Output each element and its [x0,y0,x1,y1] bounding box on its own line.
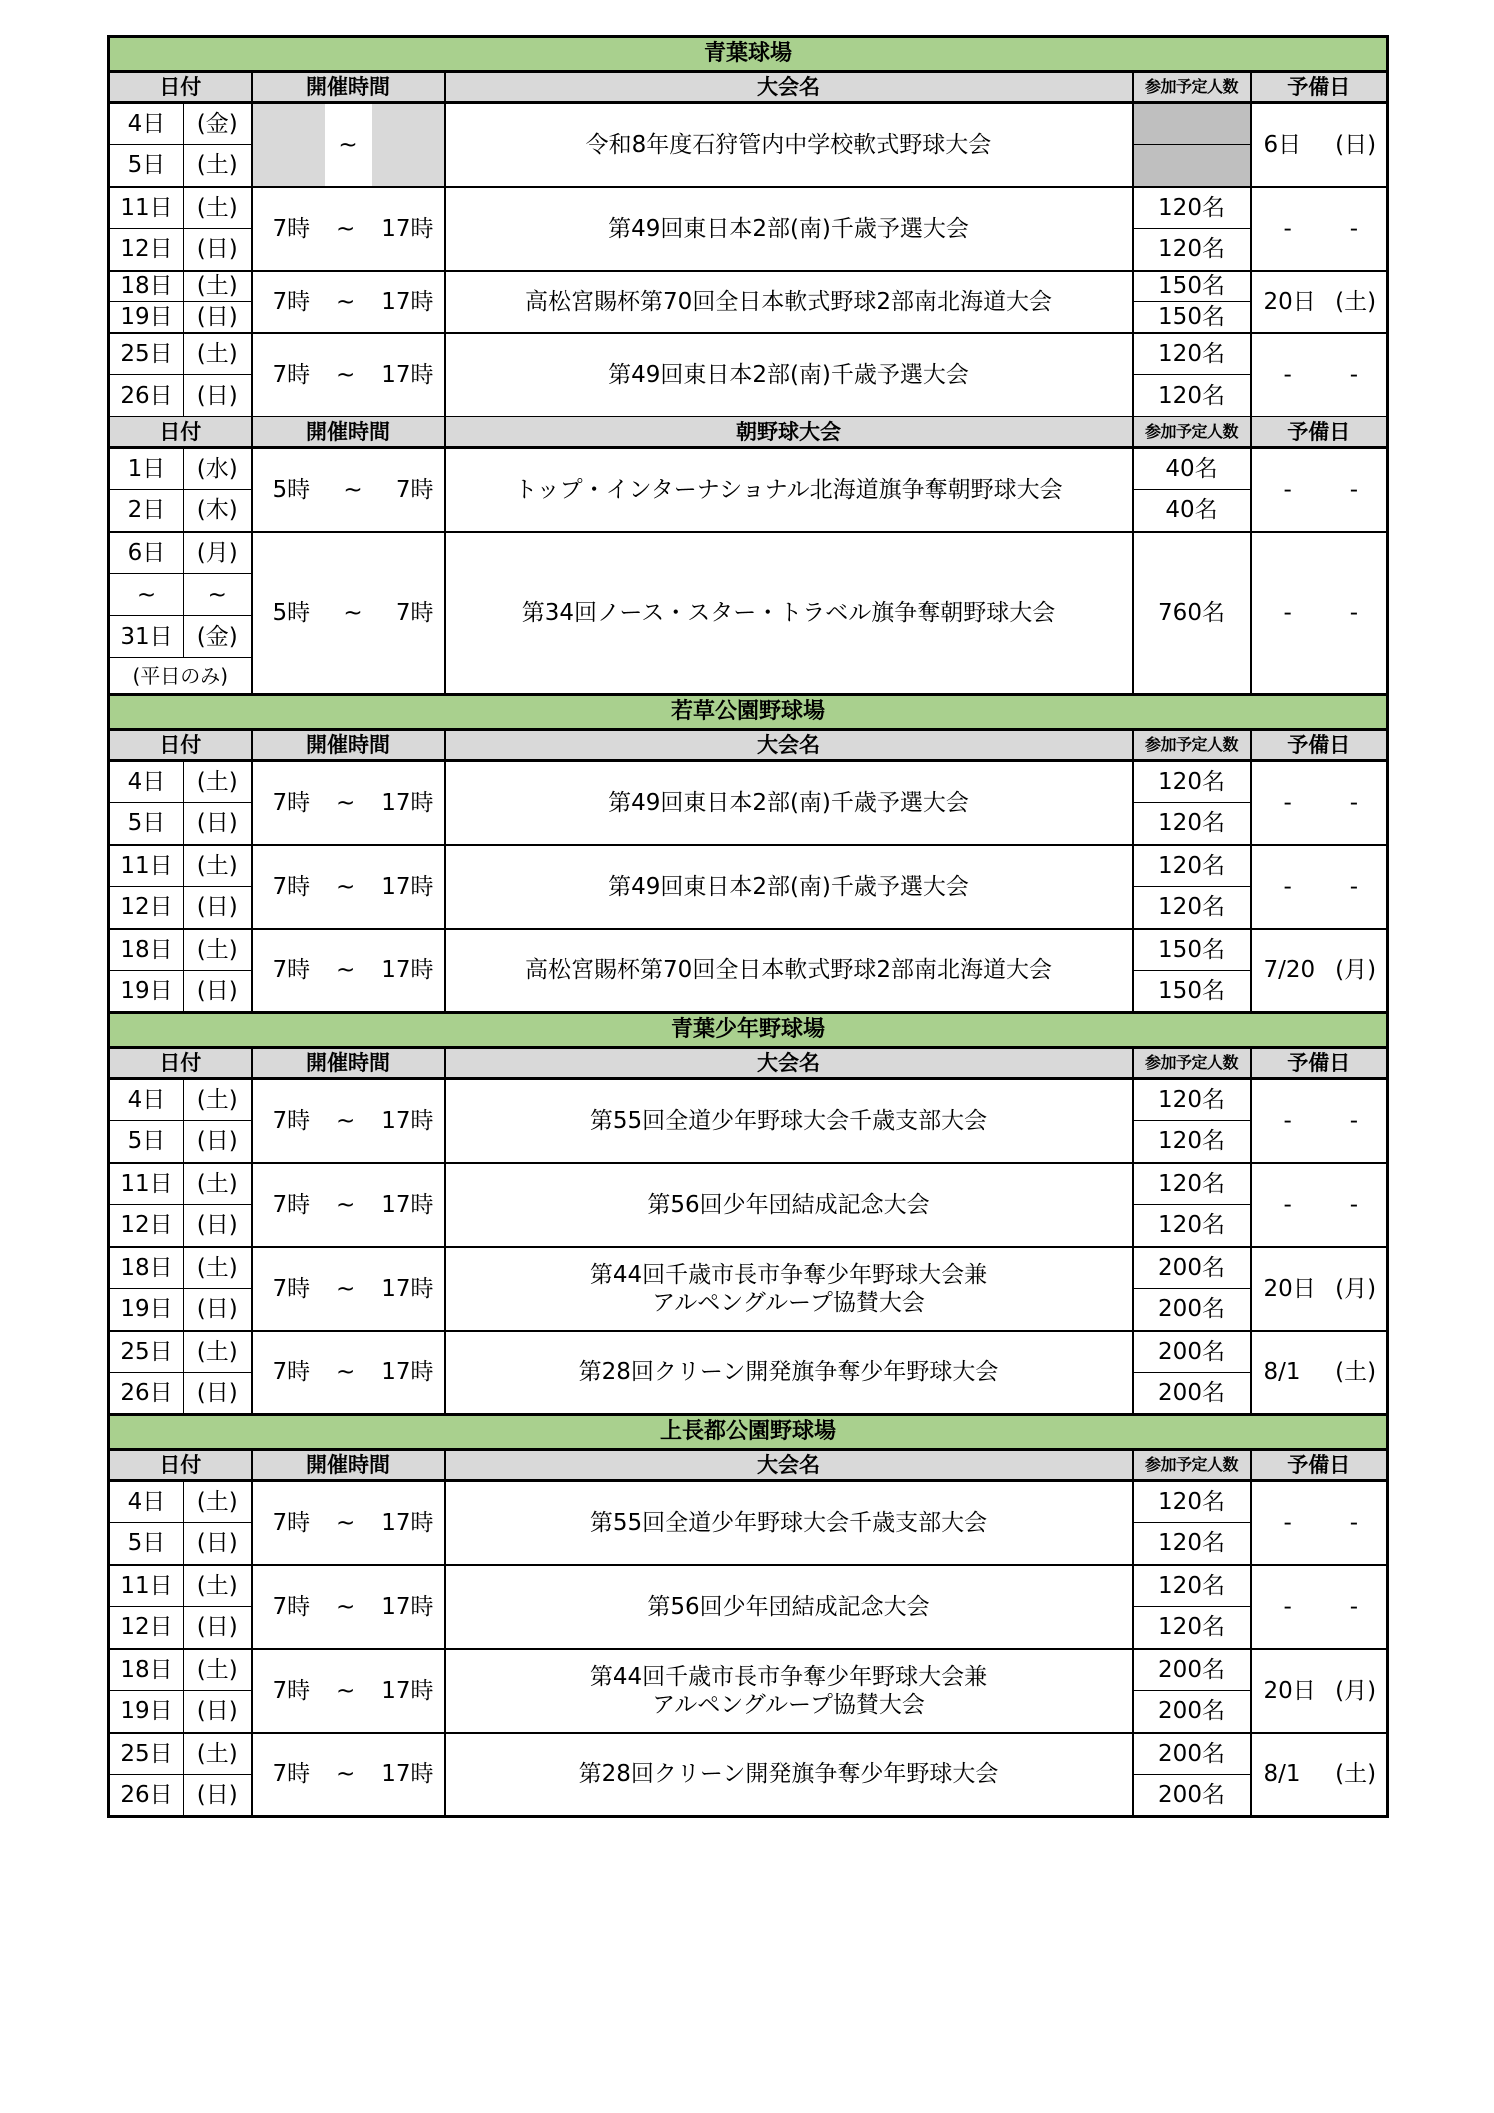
event-name: 高松宮賜杯第70回全日本軟式野球2部南北海道大会 [445,929,1133,1013]
time-start: 7時 [272,957,311,984]
event-day: 4日 [109,1481,184,1523]
table-row [109,1079,1388,1121]
time-end: 17時 [381,873,434,900]
time-start: 7時 [272,215,311,242]
reserve-day: 8/1 [1263,1359,1301,1386]
header-date: 日付 [109,1048,252,1079]
time-tilde: ~ [336,288,356,315]
time-tilde: ~ [336,1107,356,1134]
reserve-weekday: (月) [1335,1677,1377,1704]
event-weekday: (土) [184,145,252,187]
event-day: 19日 [109,1289,184,1331]
event-weekday: (土) [184,1649,252,1691]
time-start: 7時 [272,1107,311,1134]
table-row [109,448,1388,490]
time-start: 7時 [272,1509,311,1536]
table-row [109,845,1388,887]
event-name: 第49回東日本2部(南)千歳予選大会 [445,333,1133,417]
event-reserve [1251,761,1388,845]
event-name: 第56回少年団結成記念大会 [445,1163,1133,1247]
table-row [109,271,1388,302]
event-reserve [1251,1247,1388,1331]
reserve-weekday: (土) [1335,1359,1377,1386]
event-time [252,103,445,187]
event-weekday: (土) [184,1565,252,1607]
header-date: 日付 [109,72,252,103]
header-participants: 参加予定人数 [1133,730,1251,761]
header-name: 朝野球大会 [445,417,1133,448]
header-reserve: 予備日 [1251,1450,1388,1481]
event-participants: 200名 [1133,1289,1251,1331]
time-end: 17時 [381,1761,434,1788]
event-day: 31日 [109,616,184,658]
time-end: 7時 [395,599,434,626]
event-day: 18日 [109,929,184,971]
event-time [252,1247,445,1331]
event-weekday: (日) [184,1205,252,1247]
event-participants: 120名 [1133,803,1251,845]
time-start: 7時 [272,361,311,388]
event-reserve [1251,1733,1388,1817]
event-reserve [1251,1481,1388,1565]
event-day: 12日 [109,229,184,271]
event-weekday: (金) [184,616,252,658]
time-end: 17時 [381,1509,434,1536]
event-time [252,1733,445,1817]
event-time [252,333,445,417]
header-name: 大会名 [445,730,1133,761]
time-start: 7時 [272,1191,311,1218]
table-row [109,333,1388,375]
event-participants: 120名 [1133,1607,1251,1649]
event-reserve [1251,333,1388,417]
header-participants: 参加予定人数 [1133,1048,1251,1079]
event-day: 6日 [109,532,184,574]
event-weekday: (土) [184,761,252,803]
reserve-weekday: (土) [1335,1761,1377,1788]
event-name: 第55回全道少年野球大会千歳支部大会 [445,1079,1133,1163]
event-weekday: (日) [184,1523,252,1565]
header-row [109,730,1388,761]
table-row [109,1247,1388,1289]
reserve-weekday: (月) [1335,957,1377,984]
venue-title: 青葉少年野球場 [109,1013,1388,1048]
event-participants: 40名 [1133,448,1251,490]
event-day: 18日 [109,271,184,302]
table-row [109,761,1388,803]
event-time [252,1481,445,1565]
reserve-weekday: - [1349,1509,1359,1536]
header-reserve: 予備日 [1251,730,1388,761]
event-participants: 200名 [1133,1247,1251,1289]
reserve-day: 7/20 [1263,957,1316,984]
header-participants: 参加予定人数 [1133,417,1251,448]
event-weekday: (日) [184,302,252,333]
event-day: 12日 [109,887,184,929]
event-day: 26日 [109,1775,184,1817]
event-name: 第28回クリーン開発旗争奪少年野球大会 [445,1733,1133,1817]
event-weekday: (日) [184,1691,252,1733]
event-participants: 200名 [1133,1733,1251,1775]
time-tilde: ~ [343,476,363,503]
header-reserve: 予備日 [1251,1048,1388,1079]
table-row [109,532,1388,574]
event-name: 第49回東日本2部(南)千歳予選大会 [445,761,1133,845]
event-time [252,532,445,695]
event-reserve [1251,448,1388,532]
event-day: 19日 [109,971,184,1013]
event-weekday: (日) [184,803,252,845]
header-participants: 参加予定人数 [1133,72,1251,103]
reserve-weekday: (土) [1335,288,1377,315]
time-end: 7時 [395,476,434,503]
event-weekday: (土) [184,1163,252,1205]
event-weekday: (土) [184,1079,252,1121]
event-participants: 120名 [1133,1205,1251,1247]
time-end: 17時 [381,1359,434,1386]
reserve-weekday: - [1349,873,1359,900]
header-time: 開催時間 [252,72,445,103]
event-time [252,448,445,532]
event-day: 18日 [109,1247,184,1289]
event-day: 12日 [109,1205,184,1247]
time-tilde: ~ [336,361,356,388]
time-start: 5時 [272,599,311,626]
reserve-day: - [1283,789,1292,816]
event-name: 第28回クリーン開発旗争奪少年野球大会 [445,1331,1133,1415]
event-day: 5日 [109,1523,184,1565]
header-date: 日付 [109,730,252,761]
event-participants: 120名 [1133,375,1251,417]
time-tilde: ~ [343,599,363,626]
event-name: 高松宮賜杯第70回全日本軟式野球2部南北海道大会 [445,271,1133,333]
event-participants: 120名 [1133,333,1251,375]
event-name: 第56回少年団結成記念大会 [445,1565,1133,1649]
event-day: 5日 [109,1121,184,1163]
event-day: 11日 [109,1163,184,1205]
reserve-day: - [1283,1107,1292,1134]
time-start: 5時 [272,476,311,503]
event-day: 5日 [109,145,184,187]
reserve-weekday: - [1349,215,1359,242]
event-reserve [1251,1079,1388,1163]
event-day: 19日 [109,1691,184,1733]
event-participants: 120名 [1133,1565,1251,1607]
table-row [109,1649,1388,1691]
event-day: 11日 [109,1565,184,1607]
event-day: 1日 [109,448,184,490]
event-weekday: (日) [184,1607,252,1649]
time-end: 17時 [381,1275,434,1302]
header-name: 大会名 [445,1450,1133,1481]
event-day: 25日 [109,1733,184,1775]
event-weekday: (土) [184,1331,252,1373]
reserve-day: - [1283,873,1292,900]
event-time [252,1079,445,1163]
event-participants: 200名 [1133,1649,1251,1691]
event-name: 令和8年度石狩管内中学校軟式野球大会 [445,103,1133,187]
table-row [109,929,1388,971]
event-weekday: (日) [184,1775,252,1817]
time-end: 17時 [381,1677,434,1704]
reserve-weekday: (日) [1335,131,1377,158]
time-start: 7時 [272,1761,311,1788]
reserve-day: - [1283,1593,1292,1620]
event-participants: 120名 [1133,1163,1251,1205]
event-participants: 120名 [1133,887,1251,929]
event-participants: 150名 [1133,971,1251,1013]
event-weekday: (月) [184,532,252,574]
table-row [109,1163,1388,1205]
reserve-weekday: - [1349,1107,1359,1134]
event-reserve [1251,929,1388,1013]
reserve-day: 8/1 [1263,1761,1301,1788]
event-weekday: (土) [184,187,252,229]
event-day: 4日 [109,1079,184,1121]
event-weekday: (土) [184,845,252,887]
table-row [109,1331,1388,1373]
event-day: 4日 [109,761,184,803]
event-participants: 150名 [1133,302,1251,333]
event-participants: 40名 [1133,490,1251,532]
event-participants: 120名 [1133,1523,1251,1565]
event-reserve [1251,103,1388,187]
event-day: 26日 [109,1373,184,1415]
reserve-day: 6日 [1263,131,1302,158]
event-time [252,929,445,1013]
event-participants [1133,103,1251,145]
time-tilde: ~ [336,1191,356,1218]
table-row [109,1481,1388,1523]
event-participants: 120名 [1133,187,1251,229]
time-start: 7時 [272,1359,311,1386]
time-end: 17時 [381,1107,434,1134]
event-participants: 150名 [1133,271,1251,302]
event-name: 第49回東日本2部(南)千歳予選大会 [445,187,1133,271]
time-end: 17時 [381,1191,434,1218]
event-participants: 120名 [1133,1481,1251,1523]
header-row [109,1048,1388,1079]
event-weekday: (日) [184,375,252,417]
event-time [252,1163,445,1247]
table-row [109,103,1388,145]
event-time [252,1331,445,1415]
header-date: 日付 [109,417,252,448]
time-start: 7時 [272,288,311,315]
venue-row [109,695,1388,730]
event-day: ~ [109,574,184,616]
time-start: 7時 [272,1275,311,1302]
venue-row [109,1415,1388,1450]
event-name: トップ・インターナショナル北海道旗争奪朝野球大会 [445,448,1133,532]
reserve-day: 20日 [1263,1677,1316,1704]
reserve-day: - [1283,361,1292,388]
time-end: 17時 [381,957,434,984]
event-day: 11日 [109,845,184,887]
time-tilde: ~ [336,789,356,816]
table-row [109,1733,1388,1775]
event-weekday: (日) [184,1373,252,1415]
header-row [109,1450,1388,1481]
event-time [252,1565,445,1649]
event-day: 12日 [109,1607,184,1649]
event-name: 第34回ノース・スター・トラベル旗争奪朝野球大会 [445,532,1133,695]
event-participants: 120名 [1133,761,1251,803]
header-row [109,417,1388,448]
event-participants: 120名 [1133,1121,1251,1163]
header-row [109,72,1388,103]
event-weekday: (日) [184,887,252,929]
reserve-weekday: (月) [1335,1275,1377,1302]
event-reserve [1251,271,1388,333]
time-end: 17時 [381,1593,434,1620]
reserve-weekday: - [1349,1191,1359,1218]
event-participants: 200名 [1133,1775,1251,1817]
time-start: 7時 [272,789,311,816]
header-time: 開催時間 [252,1450,445,1481]
event-weekday: (土) [184,1481,252,1523]
event-day: 26日 [109,375,184,417]
reserve-day: - [1283,1191,1292,1218]
event-participants: 200名 [1133,1691,1251,1733]
event-day: 11日 [109,187,184,229]
event-day: 2日 [109,490,184,532]
reserve-day: - [1283,476,1292,503]
event-participants: 200名 [1133,1373,1251,1415]
time-start: 7時 [272,1677,311,1704]
venue-row [109,37,1388,72]
schedule-table [107,35,1389,1818]
event-reserve [1251,187,1388,271]
table-row [109,1565,1388,1607]
event-weekday: (日) [184,1121,252,1163]
time-end: 17時 [381,215,434,242]
event-day: 18日 [109,1649,184,1691]
event-participants: 760名 [1133,532,1251,695]
event-name: 第44回千歳市長市争奪少年野球大会兼 アルペングループ協賛大会 [445,1649,1133,1733]
reserve-weekday: - [1349,476,1359,503]
event-reserve [1251,845,1388,929]
reserve-weekday: - [1349,599,1359,626]
event-weekday: (水) [184,448,252,490]
time-tilde: ~ [338,131,358,158]
header-time: 開催時間 [252,1048,445,1079]
reserve-day: 20日 [1263,288,1316,315]
event-time [252,187,445,271]
event-reserve [1251,1331,1388,1415]
reserve-day: - [1283,215,1292,242]
event-weekday: (日) [184,971,252,1013]
event-day: 4日 [109,103,184,145]
reserve-day: - [1283,599,1292,626]
time-start: 7時 [272,1593,311,1620]
event-reserve [1251,1163,1388,1247]
header-reserve: 予備日 [1251,72,1388,103]
weekday-only-note: (平日のみ) [109,658,252,695]
venue-title: 若草公園野球場 [109,695,1388,730]
time-tilde: ~ [336,1359,356,1386]
event-name: 第49回東日本2部(南)千歳予選大会 [445,845,1133,929]
time-tilde: ~ [336,873,356,900]
time-tilde: ~ [336,1593,356,1620]
event-participants: 120名 [1133,229,1251,271]
venue-title: 上長都公園野球場 [109,1415,1388,1450]
event-weekday: ~ [184,574,252,616]
venue-row [109,1013,1388,1048]
venue-title: 青葉球場 [109,37,1388,72]
reserve-day: - [1283,1509,1292,1536]
event-weekday: (木) [184,490,252,532]
header-name: 大会名 [445,72,1133,103]
event-weekday: (土) [184,271,252,302]
event-weekday: (土) [184,1247,252,1289]
event-weekday: (土) [184,929,252,971]
event-weekday: (日) [184,1289,252,1331]
event-participants: 200名 [1133,1331,1251,1373]
time-tilde: ~ [336,1761,356,1788]
time-tilde: ~ [336,957,356,984]
event-participants: 150名 [1133,929,1251,971]
event-time [252,1649,445,1733]
event-time [252,271,445,333]
event-weekday: (土) [184,333,252,375]
event-participants: 120名 [1133,845,1251,887]
reserve-weekday: - [1349,789,1359,816]
time-start: 7時 [272,873,311,900]
reserve-weekday: - [1349,1593,1359,1620]
header-time: 開催時間 [252,417,445,448]
event-participants: 120名 [1133,1079,1251,1121]
event-participants [1133,145,1251,187]
event-weekday: (土) [184,1733,252,1775]
header-participants: 参加予定人数 [1133,1450,1251,1481]
event-time [252,845,445,929]
time-tilde: ~ [336,1275,356,1302]
event-day: 25日 [109,1331,184,1373]
time-end: 17時 [381,789,434,816]
reserve-day: 20日 [1263,1275,1316,1302]
time-tilde: ~ [336,215,356,242]
time-tilde: ~ [336,1509,356,1536]
time-end: 17時 [381,288,434,315]
event-weekday: (日) [184,229,252,271]
event-weekday: (金) [184,103,252,145]
event-day: 5日 [109,803,184,845]
time-tilde: ~ [336,1677,356,1704]
event-day: 19日 [109,302,184,333]
event-time [252,761,445,845]
header-date: 日付 [109,1450,252,1481]
event-reserve [1251,1649,1388,1733]
event-reserve [1251,1565,1388,1649]
header-time: 開催時間 [252,730,445,761]
event-name: 第55回全道少年野球大会千歳支部大会 [445,1481,1133,1565]
event-day: 25日 [109,333,184,375]
time-end: 17時 [381,361,434,388]
event-name: 第44回千歳市長市争奪少年野球大会兼 アルペングループ協賛大会 [445,1247,1133,1331]
table-row [109,187,1388,229]
event-reserve [1251,532,1388,695]
reserve-weekday: - [1349,361,1359,388]
header-name: 大会名 [445,1048,1133,1079]
header-reserve: 予備日 [1251,417,1388,448]
